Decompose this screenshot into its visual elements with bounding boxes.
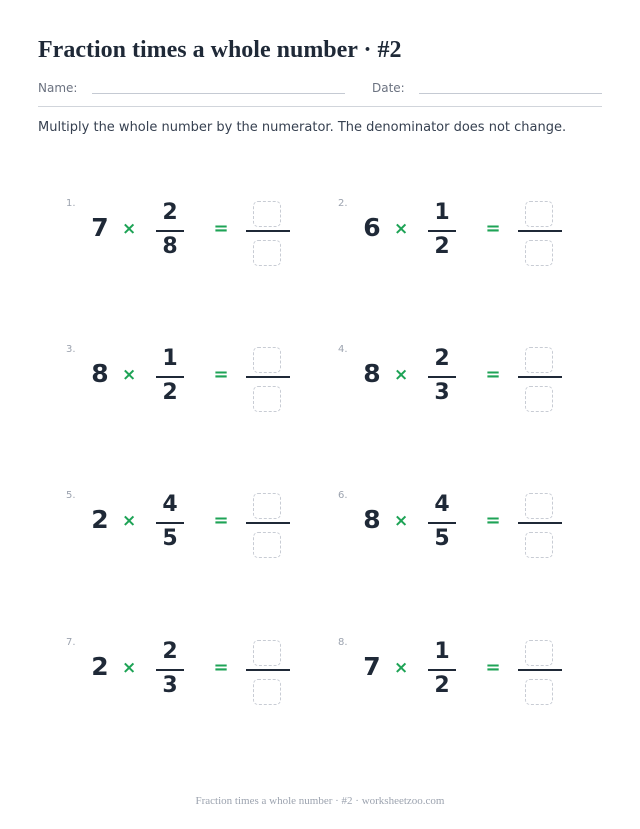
equals-sign: = [213, 657, 229, 678]
answer-fraction-bar [246, 669, 290, 671]
problem-number: 2. [338, 198, 348, 209]
problem-number: 7. [66, 637, 76, 648]
multiply-sign: × [394, 219, 409, 239]
answer-fraction-bar [246, 230, 290, 232]
problem-8 [338, 637, 598, 707]
answer-denominator-box[interactable] [253, 532, 281, 558]
answer-denominator-box[interactable] [253, 679, 281, 705]
denominator: 2 [434, 234, 450, 259]
equals-sign: = [213, 218, 229, 239]
answer-denominator-box[interactable] [525, 386, 553, 412]
multiply-sign: × [394, 511, 409, 531]
answer-fraction-bar [246, 522, 290, 524]
name-label: Name: [38, 81, 78, 95]
multiply-sign: × [122, 365, 137, 385]
problem-number: 6. [338, 490, 348, 501]
problem-7 [66, 637, 326, 707]
fraction [152, 344, 188, 414]
multiply-sign: × [122, 658, 137, 678]
answer-fraction-bar [246, 376, 290, 378]
equals-sign: = [485, 218, 501, 239]
fraction-bar [428, 669, 456, 671]
answer-numerator-box[interactable] [253, 347, 281, 373]
whole-number: 8 [363, 359, 381, 388]
fraction [424, 637, 460, 707]
answer-numerator-box[interactable] [525, 493, 553, 519]
page-footer: Fraction times a whole number · #2 · worksheetzoo.com [195, 795, 445, 807]
answer-numerator-box[interactable] [253, 640, 281, 666]
fraction [424, 198, 460, 268]
equals-sign: = [485, 510, 501, 531]
multiply-sign: × [122, 511, 137, 531]
problem-5 [66, 490, 326, 560]
whole-number: 2 [91, 505, 109, 534]
answer-fraction-bar [518, 522, 562, 524]
name-field-line[interactable] [92, 93, 345, 94]
denominator: 5 [434, 526, 450, 551]
answer-numerator-box[interactable] [253, 201, 281, 227]
multiply-sign: × [394, 658, 409, 678]
answer-fraction-bar [518, 669, 562, 671]
answer-fraction [518, 344, 562, 414]
answer-fraction-bar [518, 376, 562, 378]
answer-numerator-box[interactable] [253, 493, 281, 519]
numerator: 2 [434, 346, 450, 371]
denominator: 3 [162, 673, 178, 698]
fraction [424, 344, 460, 414]
problem-4 [338, 344, 598, 414]
numerator: 4 [162, 492, 178, 517]
fraction-bar [428, 376, 456, 378]
fraction-bar [156, 376, 184, 378]
problem-number: 8. [338, 637, 348, 648]
fraction [152, 637, 188, 707]
whole-number: 8 [363, 505, 381, 534]
answer-denominator-box[interactable] [253, 240, 281, 266]
fraction [152, 490, 188, 560]
problem-number: 4. [338, 344, 348, 355]
problem-6 [338, 490, 598, 560]
numerator: 1 [434, 200, 450, 225]
answer-fraction [246, 490, 290, 560]
answer-denominator-box[interactable] [525, 240, 553, 266]
denominator: 2 [434, 673, 450, 698]
problem-3 [66, 344, 326, 414]
multiply-sign: × [122, 219, 137, 239]
fraction-bar [156, 669, 184, 671]
problem-number: 3. [66, 344, 76, 355]
equals-sign: = [213, 364, 229, 385]
denominator: 2 [162, 380, 178, 405]
fraction-bar [156, 522, 184, 524]
denominator: 5 [162, 526, 178, 551]
answer-numerator-box[interactable] [525, 201, 553, 227]
answer-denominator-box[interactable] [253, 386, 281, 412]
denominator: 3 [434, 380, 450, 405]
equals-sign: = [485, 364, 501, 385]
fraction-bar [428, 230, 456, 232]
numerator: 4 [434, 492, 450, 517]
numerator: 2 [162, 200, 178, 225]
instructions: Multiply the whole number by the numerator. The denominator does not change. [38, 120, 567, 135]
answer-fraction [246, 637, 290, 707]
problem-number: 5. [66, 490, 76, 501]
fraction [152, 198, 188, 268]
problem-1 [66, 198, 326, 268]
denominator: 8 [162, 234, 178, 259]
answer-fraction-bar [518, 230, 562, 232]
equals-sign: = [213, 510, 229, 531]
date-field-line[interactable] [419, 93, 602, 94]
answer-denominator-box[interactable] [525, 679, 553, 705]
fraction-bar [156, 230, 184, 232]
header-divider [38, 106, 602, 107]
problem-number: 1. [66, 198, 76, 209]
name-date-row [38, 80, 602, 100]
answer-numerator-box[interactable] [525, 347, 553, 373]
answer-fraction [246, 344, 290, 414]
fraction [424, 490, 460, 560]
whole-number: 2 [91, 652, 109, 681]
date-label: Date: [372, 81, 405, 95]
fraction-bar [428, 522, 456, 524]
answer-denominator-box[interactable] [525, 532, 553, 558]
multiply-sign: × [394, 365, 409, 385]
numerator: 1 [434, 639, 450, 664]
worksheet-title: Fraction times a whole number · #2 [38, 37, 402, 63]
answer-numerator-box[interactable] [525, 640, 553, 666]
problem-2 [338, 198, 598, 268]
whole-number: 7 [91, 213, 109, 242]
answer-fraction [246, 198, 290, 268]
whole-number: 6 [363, 213, 381, 242]
answer-fraction [518, 490, 562, 560]
numerator: 2 [162, 639, 178, 664]
whole-number: 7 [363, 652, 381, 681]
numerator: 1 [162, 346, 178, 371]
whole-number: 8 [91, 359, 109, 388]
equals-sign: = [485, 657, 501, 678]
answer-fraction [518, 198, 562, 268]
answer-fraction [518, 637, 562, 707]
